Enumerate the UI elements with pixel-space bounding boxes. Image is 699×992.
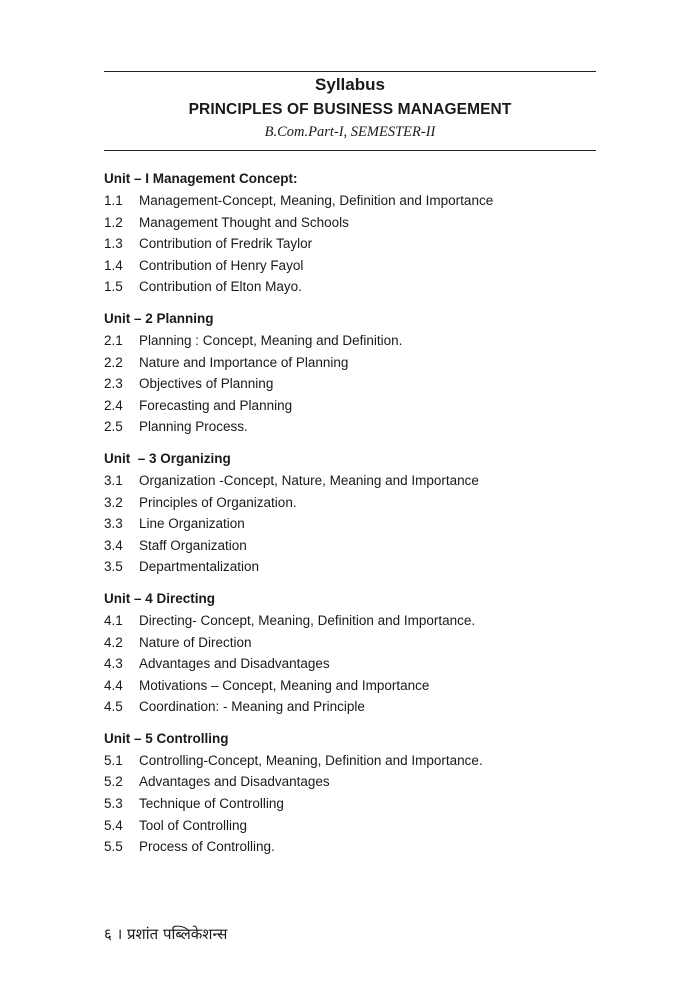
unit-heading: Unit – 4 Directing (104, 590, 216, 606)
item-text: Contribution of Henry Fayol (139, 257, 304, 273)
list-item (104, 212, 596, 234)
item-number: 2.4 (104, 397, 123, 413)
item-number: 3.5 (104, 559, 123, 575)
item-text: Contribution of Fredrik Taylor (139, 236, 313, 252)
list-item (104, 492, 596, 514)
list-item (104, 395, 596, 417)
unit-2 (104, 307, 596, 438)
unit-4 (104, 587, 596, 718)
item-number: 1.3 (104, 236, 123, 252)
item-number: 5.5 (104, 839, 123, 855)
unit-heading: Unit – 3 Organizing (104, 450, 231, 466)
list-item (104, 836, 596, 858)
item-number: 3.4 (104, 537, 123, 553)
item-text: Planning : Concept, Meaning and Definition. (139, 332, 403, 348)
item-number: 1.4 (104, 257, 123, 273)
list-item (104, 632, 596, 654)
item-number: 1.2 (104, 214, 123, 230)
unit-heading: Unit – I Management Concept: (104, 171, 298, 186)
item-number: 5.2 (104, 774, 123, 790)
item-number: 4.2 (104, 634, 123, 650)
item-text: Planning Process. (139, 419, 248, 435)
item-text: Directing- Concept, Meaning, Definition and Importance. (139, 612, 476, 628)
list-item (104, 610, 596, 632)
item-text: Nature of Direction (139, 634, 252, 650)
item-text: Controlling-Concept, Meaning, Definition and Importance. (139, 752, 483, 768)
semester-label: B.Com.Part-I, SEMESTER-II (264, 124, 436, 140)
unit-5 (104, 727, 596, 858)
item-text: Departmentalization (139, 559, 260, 575)
item-text: Forecasting and Planning (139, 397, 293, 413)
units-list (104, 167, 596, 867)
item-number: 5.4 (104, 817, 123, 833)
item-number: 4.5 (104, 699, 123, 715)
item-number: 5.3 (104, 796, 123, 812)
list-item (104, 750, 596, 772)
list-item (104, 190, 596, 212)
item-number: 2.2 (104, 354, 123, 370)
list-item (104, 771, 596, 793)
item-number: 4.4 (104, 677, 123, 693)
item-number: 2.3 (104, 376, 123, 392)
item-number: 2.5 (104, 419, 123, 435)
top-rule (104, 71, 596, 72)
list-item (104, 373, 596, 395)
item-number: 1.5 (104, 279, 123, 295)
list-item (104, 793, 596, 815)
item-text: Advantages and Disadvantages (139, 774, 330, 790)
list-item (104, 233, 596, 255)
list-item (104, 470, 596, 492)
bottom-rule (104, 150, 596, 151)
item-text: Management Thought and Schools (139, 214, 349, 230)
list-item (104, 535, 596, 557)
item-text: Staff Organization (139, 537, 247, 553)
item-number: 3.3 (104, 516, 123, 532)
item-text: Tool of Controlling (139, 817, 248, 833)
item-text: Advantages and Disadvantages (139, 656, 330, 672)
item-text: Principles of Organization. (139, 494, 297, 510)
list-item (104, 675, 596, 697)
list-item (104, 653, 596, 675)
list-item (104, 276, 596, 298)
item-text: Nature and Importance of Planning (139, 354, 349, 370)
item-text: Motivations – Concept, Meaning and Importance (139, 677, 430, 693)
list-item (104, 352, 596, 374)
item-number: 2.1 (104, 332, 123, 348)
unit-heading: Unit – 5 Controlling (104, 730, 229, 746)
page-footer: ६ । प्रशांत पब्लिकेशन्स (104, 925, 228, 943)
page-title: Syllabus (315, 75, 385, 94)
item-text: Process of Controlling. (139, 839, 275, 855)
unit-heading: Unit – 2 Planning (104, 310, 214, 326)
course-title: PRINCIPLES OF BUSINESS MANAGEMENT (188, 101, 512, 118)
item-text: Management-Concept, Meaning, Definition and Importance (139, 193, 494, 208)
item-text: Contribution of Elton Mayo. (139, 279, 302, 295)
item-number: 5.1 (104, 752, 123, 768)
unit-3 (104, 447, 596, 578)
list-item (104, 416, 596, 438)
list-item (104, 255, 596, 277)
item-text: Coordination: - Meaning and Principle (139, 699, 365, 715)
unit-1 (104, 167, 596, 298)
item-text: Objectives of Planning (139, 376, 274, 392)
item-text: Organization -Concept, Nature, Meaning and Importance (139, 472, 479, 488)
item-number: 3.2 (104, 494, 123, 510)
item-number: 4.1 (104, 612, 123, 628)
list-item (104, 556, 596, 578)
item-number: 4.3 (104, 656, 123, 672)
list-item (104, 696, 596, 718)
list-item (104, 815, 596, 837)
list-item (104, 513, 596, 535)
list-item (104, 330, 596, 352)
item-text: Line Organization (139, 516, 245, 532)
item-number: 3.1 (104, 472, 123, 488)
item-text: Technique of Controlling (139, 796, 284, 812)
item-number: 1.1 (104, 193, 123, 208)
